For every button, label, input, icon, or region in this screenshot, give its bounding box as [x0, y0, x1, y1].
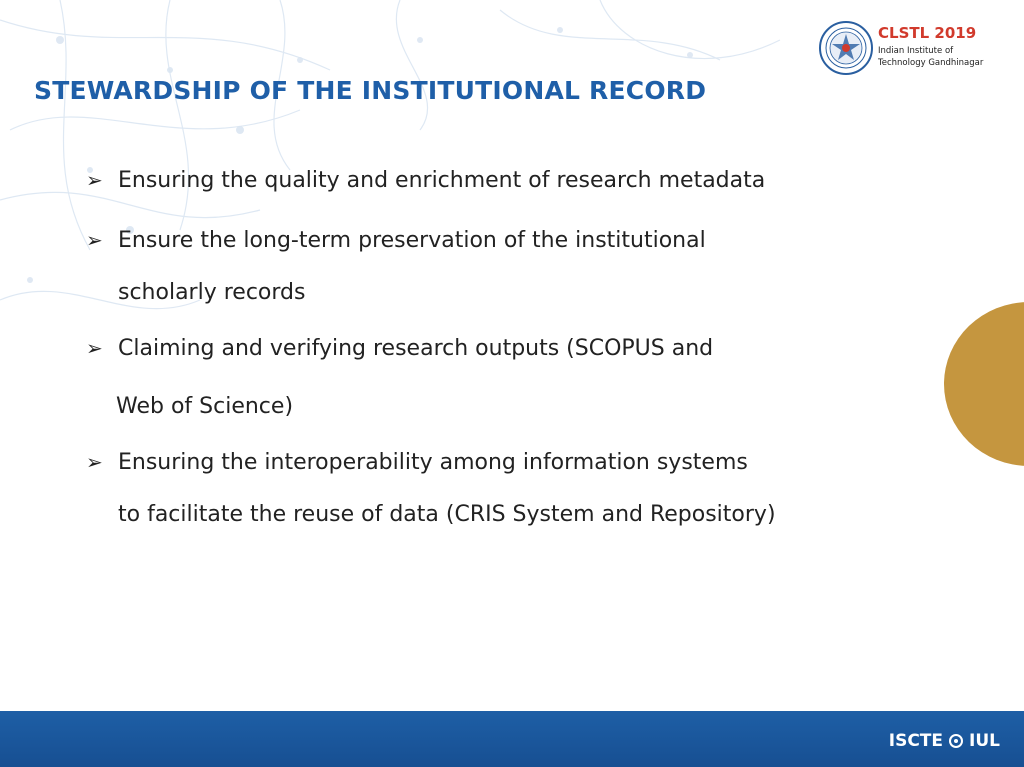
bullet-continuation: to facilitate the reuse of data (CRIS System and Repository)	[118, 502, 776, 527]
bullet-item	[86, 450, 748, 475]
arrow-bullet-icon: ➢	[86, 336, 103, 360]
conference-host	[878, 45, 983, 69]
bullet-text: Ensure the long-term preservation of the institutional	[118, 228, 706, 253]
bullet-item	[86, 228, 706, 253]
bullet-item	[86, 168, 765, 193]
conference-name: CLSTL 2019	[878, 24, 977, 42]
slide-title: STEWARDSHIP OF THE INSTITUTIONAL RECORD	[34, 76, 707, 105]
host-line-2: Technology Gandhinagar	[878, 58, 984, 68]
brand-right-text: IUL	[969, 731, 1000, 751]
bullet-continuation: scholarly records	[118, 280, 306, 305]
iit-seal-icon	[818, 20, 874, 76]
arrow-bullet-icon: ➢	[86, 228, 103, 252]
bullet-item	[86, 336, 713, 361]
conference-logo	[818, 20, 1018, 78]
arrow-bullet-icon: ➢	[86, 450, 103, 474]
bullet-text: Ensuring the quality and enrichment of research metadata	[118, 168, 766, 193]
iscte-iul-logo	[889, 731, 1000, 751]
bullet-continuation: Web of Science)	[116, 394, 294, 419]
bullet-text: Ensuring the interoperability among information systems	[118, 450, 748, 475]
footer-bar	[0, 711, 1024, 767]
bullet-text: Claiming and verifying research outputs (SCOPUS and	[118, 336, 714, 361]
host-line-1: Indian Institute of	[878, 46, 954, 56]
iscte-mark-icon	[948, 733, 964, 749]
arrow-bullet-icon: ➢	[86, 168, 103, 192]
brand-left-text: ISCTE	[888, 731, 944, 751]
